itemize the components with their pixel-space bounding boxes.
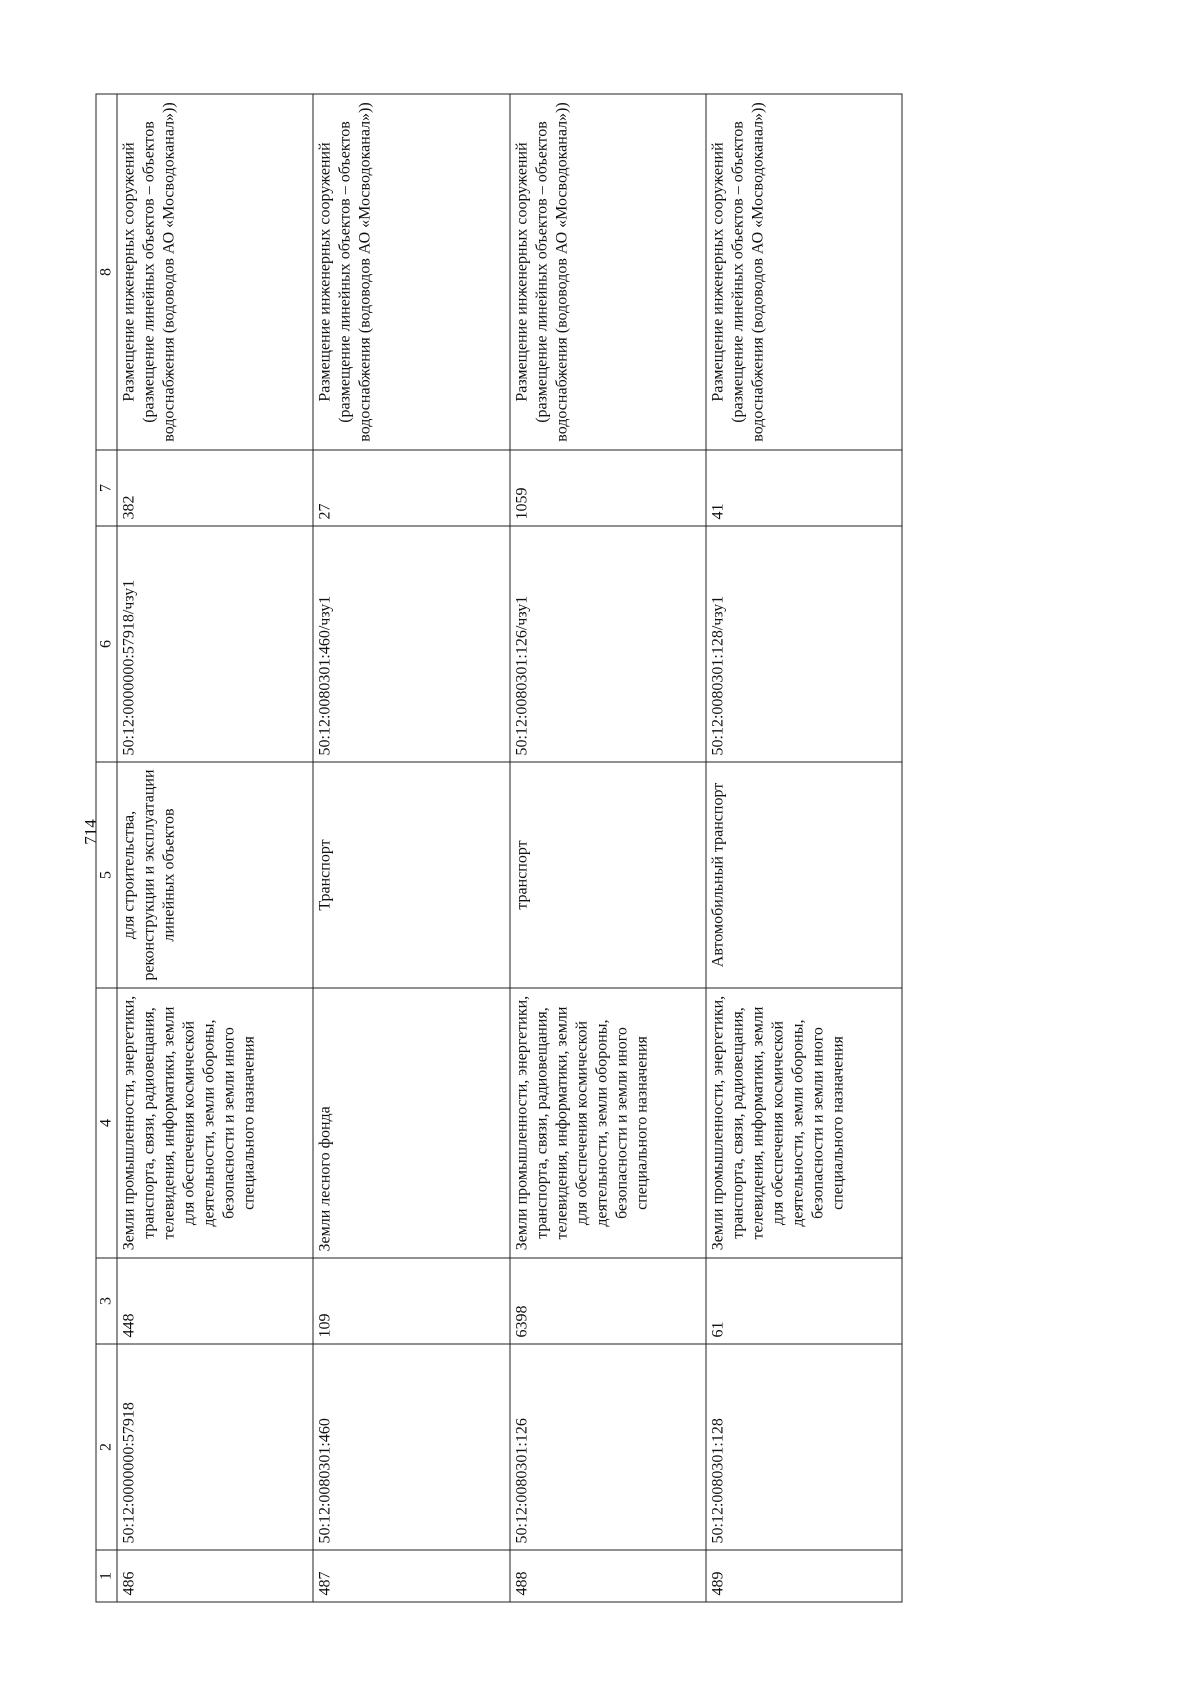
column-header: 2 [96, 1344, 117, 1550]
part-area-value: 27 [313, 450, 509, 526]
rotated-table-wrapper [96, 95, 903, 1603]
column-header: 6 [96, 526, 117, 762]
row-number: 486 [117, 1550, 313, 1602]
permitted-use: транспорт [510, 762, 706, 988]
purpose: Размещение инженерных сооружений (размещение линейных объектов – объектов водоснабжения (водоводов АО «Мосводоканал»)) [510, 94, 706, 450]
table-row [117, 94, 313, 1602]
permitted-use: Автомобильный транспорт [706, 762, 902, 988]
purpose: Размещение инженерных сооружений (размещение линейных объектов – объектов водоснабжения (водоводов АО «Мосводоканал»)) [117, 94, 313, 450]
land-category: Земли промышленности, энергетики, транспорта, связи, радиовещания, телевидения, информатики, земли для обеспечения космической деятельности, земли обороны, безопасности и земли иного специального назначения [117, 988, 313, 1258]
land-category: Земли лесного фонда [313, 988, 509, 1258]
row-number: 487 [313, 1550, 509, 1602]
purpose: Размещение инженерных сооружений (размещение линейных объектов – объектов водоснабжения (водоводов АО «Мосводоканал»)) [313, 94, 509, 450]
plot-part-number: 50:12:0080301:126/чзу1 [510, 526, 706, 762]
area-value: 61 [706, 1258, 902, 1344]
column-header: 1 [96, 1550, 117, 1602]
column-header: 3 [96, 1258, 117, 1344]
area-value: 6398 [510, 1258, 706, 1344]
area-value: 448 [117, 1258, 313, 1344]
cadastral-number: 50:12:0080301:460 [313, 1344, 509, 1550]
land-category: Земли промышленности, энергетики, транспорта, связи, радиовещания, телевидения, информатики, земли для обеспечения космической деятельности, земли обороны, безопасности и земли иного специального назначения [706, 988, 902, 1258]
plot-part-number: 50:12:0000000:57918/чзу1 [117, 526, 313, 762]
part-area-value: 382 [117, 450, 313, 526]
part-area-value: 41 [706, 450, 902, 526]
land-category: Земли промышленности, энергетики, транспорта, связи, радиовещания, телевидения, информатики, земли для обеспечения космической деятельности, земли обороны, безопасности и земли иного специального назначения [510, 988, 706, 1258]
row-number: 489 [706, 1550, 902, 1602]
column-header: 8 [96, 94, 117, 450]
area-value: 109 [313, 1258, 509, 1344]
cadastral-number: 50:12:0080301:128 [706, 1344, 902, 1550]
header-row [96, 94, 117, 1602]
column-header: 7 [96, 450, 117, 526]
permitted-use: для строительства, реконструкции и эксплуатации линейных объектов [117, 762, 313, 988]
page-number: 714 [80, 819, 100, 845]
part-area-value: 1059 [510, 450, 706, 526]
column-header: 5 [96, 762, 117, 988]
permitted-use: Транспорт [313, 762, 509, 988]
plot-part-number: 50:12:0080301:460/чзу1 [313, 526, 509, 762]
cadastral-number: 50:12:0000000:57918 [117, 1344, 313, 1550]
table-row [313, 94, 509, 1602]
row-number: 488 [510, 1550, 706, 1602]
land-plots-table [96, 94, 903, 1603]
cadastral-number: 50:12:0080301:126 [510, 1344, 706, 1550]
column-header: 4 [96, 988, 117, 1258]
purpose: Размещение инженерных сооружений (размещение линейных объектов – объектов водоснабжения (водоводов АО «Мосводоканал»)) [706, 94, 902, 450]
table-row [510, 94, 706, 1602]
plot-part-number: 50:12:0080301:128/чзу1 [706, 526, 902, 762]
table-row [706, 94, 902, 1602]
